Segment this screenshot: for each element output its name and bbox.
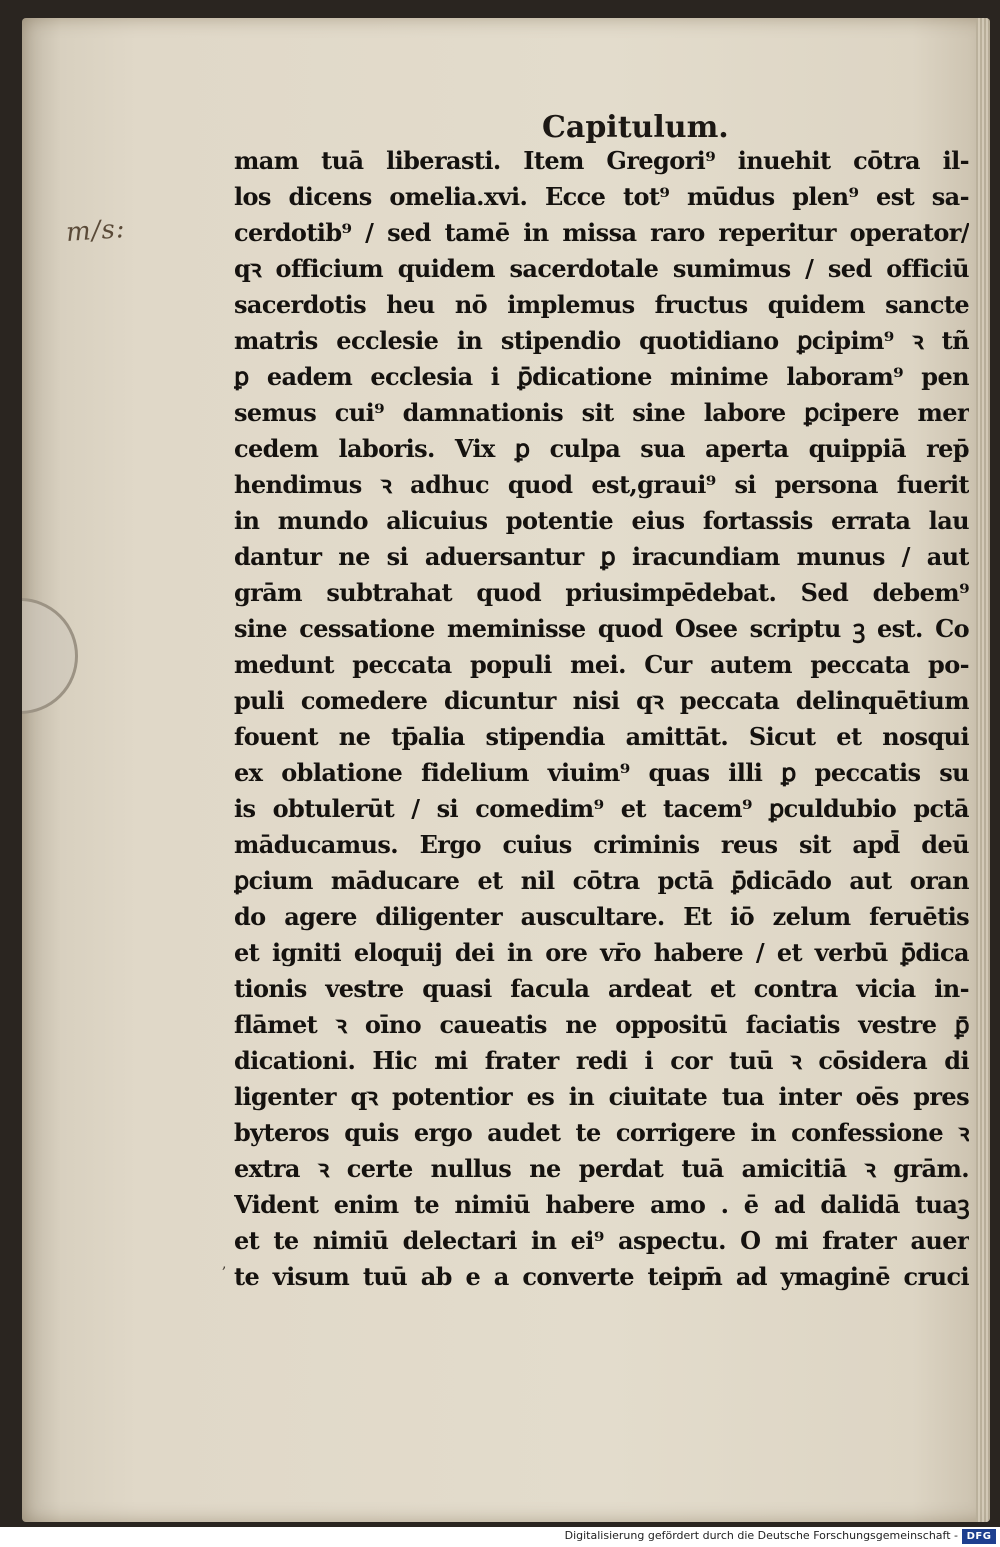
text-line: ex oblatione fidelium viuim⁹ quas illi ꝑ peccatis su [234, 758, 969, 787]
text-line: Vident enim te nimiū habere amo . ē ad dalidā tuaꝫ [234, 1190, 969, 1219]
text-line: dicationi. Hic mi frater redi i cor tuū ꝛ cōsidera di [234, 1046, 969, 1075]
text-line: ꝑcium māducare et nil cōtra pctā ꝑ̄dicādo aut oran [234, 866, 969, 895]
body-text [234, 143, 969, 1295]
chapter-heading: Capitulum. [542, 110, 729, 145]
clasp-ring [22, 598, 78, 714]
dfg-logo-icon: DFG [962, 1529, 996, 1544]
text-line: cerdotib⁹ / sed tamē in missa raro reperitur operator/ [234, 218, 969, 247]
marginal-note: m/s: [65, 213, 127, 249]
text-line: sine cessatione meminisse quod Osee scriptu ꝫ est. Co [234, 614, 969, 643]
text-line: ꝑ eadem ecclesia i ꝑ̄dicatione minime laboram⁹ pen [234, 362, 969, 391]
text-line: flāmet ꝛ oīno caueatis ne oppositū faciatis vestre ꝑ̄ [234, 1010, 969, 1039]
text-line: ligenter qꝛ potentior es in ciuitate tua inter oēs pres [234, 1082, 969, 1111]
text-line: medunt peccata populi mei. Cur autem peccata po- [234, 650, 969, 679]
text-line: puli comedere dicuntur nisi qꝛ peccata delinquētium [234, 686, 969, 715]
text-line: qꝛ officium quidem sacerdotale sumimus / sed officiū [234, 254, 969, 283]
text-line: los dicens omelia.xvi. Ecce tot⁹ mūdus plen⁹ est sa- [234, 182, 969, 211]
funding-credit: Digitalisierung gefördert durch die Deutsche Forschungsgemeinschaft - [564, 1529, 958, 1542]
text-line: dantur ne si aduersantur ꝑ iracundiam munus / aut [234, 542, 969, 571]
text-line: māducamus. Ergo cuius criminis reus sit apd̄ deū [234, 830, 969, 859]
text-line: tionis vestre quasi facula ardeat et contra vicia in- [234, 974, 969, 1003]
text-line: te visum tuū ab e a converte teipm̄ ad ymaginē cruci [234, 1262, 969, 1291]
footer-bar [0, 1527, 1000, 1547]
text-line: hendimus ꝛ adhuc quod est,graui⁹ si persona fuerit [234, 470, 969, 499]
text-line: matris ecclesie in stipendio quotidiano ꝑcipim⁹ ꝛ tñ [234, 326, 969, 355]
text-line: sacerdotis heu nō implemus fructus quidem sancte [234, 290, 969, 319]
text-line: in mundo alicuius potentie eius fortassis errata lau [234, 506, 969, 535]
text-line: byteros quis ergo audet te corrigere in confessione ꝛ [234, 1118, 969, 1147]
text-line: semus cui⁹ damnationis sit sine labore ꝑcipere mer [234, 398, 969, 427]
text-line: grām subtrahat quod priusimpēdebat. Sed debem⁹ [234, 578, 969, 607]
page-edge [976, 18, 990, 1522]
text-line: extra ꝛ certe nullus ne perdat tuā amicitiā ꝛ grām. [234, 1154, 969, 1183]
text-line: mam tuā liberasti. Item Gregori⁹ inuehit cōtra il- [234, 146, 969, 175]
text-line: et igniti eloquij dei in ore vr̄o habere / et verbū ꝑ̄dica [234, 938, 969, 967]
margin-mark: , [222, 1256, 227, 1272]
book-page [22, 18, 990, 1522]
text-line: do agere diligenter auscultare. Et iō zelum feruētis [234, 902, 969, 931]
text-line: cedem laboris. Vix ꝑ culpa sua aperta quippiā rep̄ [234, 434, 969, 463]
text-line: et te nimiū delectari in ei⁹ aspectu. O mi frater auer [234, 1226, 969, 1255]
text-line: fouent ne tp̄alia stipendia amittāt. Sicut et nosqui [234, 722, 969, 751]
text-line: is obtulerūt / si comedim⁹ et tacem⁹ ꝑculdubio pctā [234, 794, 969, 823]
